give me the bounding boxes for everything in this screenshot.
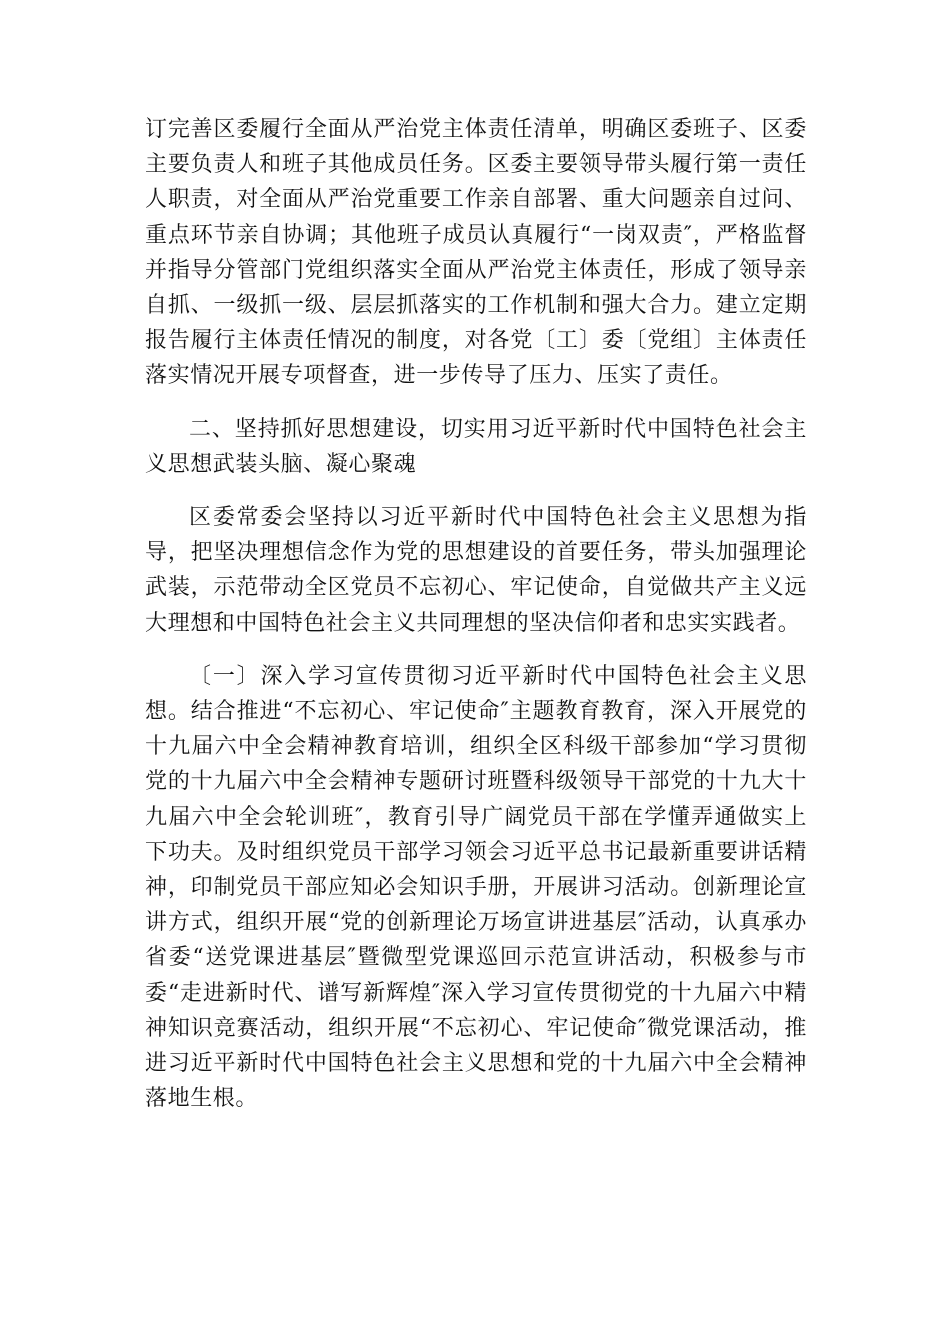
- paragraph-gap: [145, 641, 807, 659]
- section-heading-ideology: 二、坚持抓好思想建设，切实用习近平新时代中国特色社会主义思想武装头脑、凝心聚魂: [145, 416, 807, 477]
- paragraph-gap: [145, 394, 807, 412]
- paragraph-ideology: 区委常委会坚持以习近平新时代中国特色社会主义思想为指导，把坚决理想信念作为党的思想建设的首要任务，带头加强理论武装，示范带动全区党员不忘初心、牢记使命，自觉做共产主义远大理想和中国特色社会主义共同理想的坚决信仰者和忠实实践者。: [145, 505, 807, 636]
- paragraph-study-propaganda: 〔一〕深入学习宣传贯彻习近平新时代中国特色社会主义思想。结合推进“不忘初心、牢记使命″主题教育教育，深入开展党的十九届六中全会精神教育培训，组织全区科级干部参加“学习贯彻党的十九届六中全会精神专题研讨班暨科级领导干部党的十九大十九届六中全会轮训班″，教育引导广阔党员干部在学懂弄通做实上下功夫。及时组织党员干部学习领会习近平总书记最新重要讲话精神，印制党员干部应知必会知识手册，开展讲习活动。创新理论宣讲方式，组织开展“党的创新理论万场宣讲进基层″活动，认真承办省委“送党课进基层″暨微型党课巡回示范宣讲活动，积极参与市委“走进新时代、谱写新辉煌″深入学习宣传贯彻党的十九届六中精神知识竞赛活动，组织开展“不忘初心、牢记使命″微党课活动，推进习近平新时代中国特色社会主义思想和党的十九届六中全会精神落地生根。: [145, 663, 807, 1112]
- paragraph-responsibility: 订完善区委履行全面从严治党主体责任清单，明确区委班子、区委主要负责人和班子其他成员任务。区委主要领导带头履行第一责任人职责，对全面从严治党重要工作亲自部署、重大问题亲自过问、重点环节亲自协调；其他班子成员认真履行“一岗双责″，严格监督并指导分管部门党组织落实全面从严治党主体责任，形成了领导亲自抓、一级抓一级、层层抓落实的工作机制和强大合力。建立定期报告履行主体责任情况的制度，对各党〔工〕委〔党组〕主体责任落实情况开展专项督查，进一步传导了压力、压实了责任。: [145, 117, 807, 389]
- document-body: [145, 112, 807, 1116]
- paragraph-gap: [145, 482, 807, 500]
